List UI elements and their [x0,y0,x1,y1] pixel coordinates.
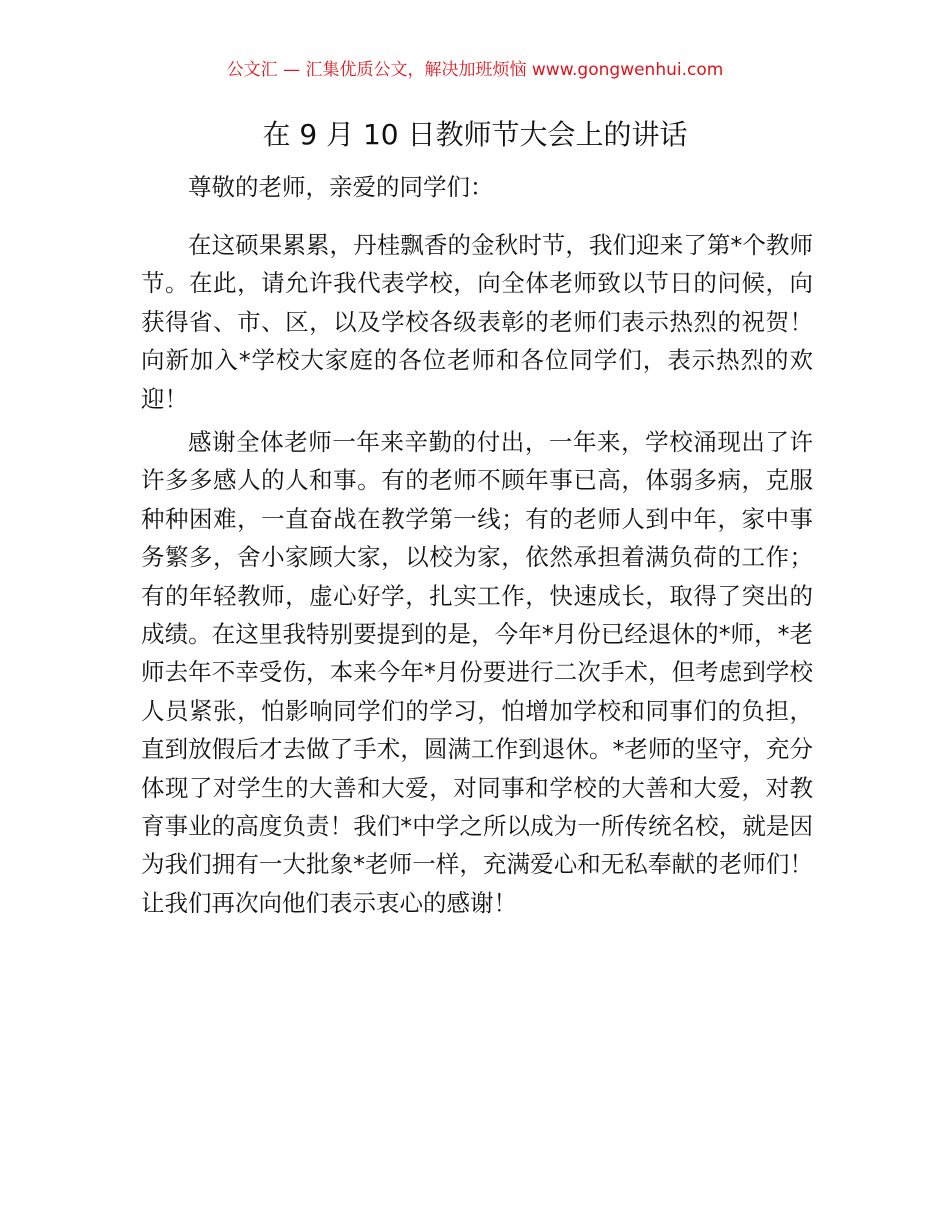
page-title: 在 9 月 10 日教师节大会上的讲话 [262,118,688,151]
paragraph: 感谢全体老师一年来辛勤的付出，一年来，学校涌现出了许许多多感人的人和事。有的老师不顾年事已高，体弱多病，克服种种困难，一直奋战在教学第一线；有的老师人到中年，家中事务繁多，舍小家顾大家，以校为家，依然承担着满负荷的工作；有的年轻教师，虚心好学，扎实工作，快速成长，取得了突出的成绩。在这里我特别要提到的是，今年*月份已经退休的*师，*老师去年不幸受伤，本来今年*月份要进行二次手术，但考虑到学校人员紧张，怕影响同学们的学习，怕增加学校和同事们的负担，直到放假后才去做了手术，圆满工作到退休。*老师的坚守，充分体现了对学生的大善和大爱，对同事和学校的大善和大爱，对教育事业的高度负责！我们*中学之所以成为一所传统名校，就是因为我们拥有一大批象*老师一样，充满爱心和无私奉献的老师们！让我们再次向他们表示衷心的感谢！ [141,428,813,917]
salutation: 尊敬的老师，亲爱的同学们： [188,173,494,201]
paragraph-block-2 [141,423,813,922]
paragraph-block-1 [141,226,813,418]
header-banner: 公文汇 — 汇集优质公文，解决加班烦恼 www.gongwenhui.com [226,60,724,80]
paragraph: 在这硕果累累，丹桂飘香的金秋时节，我们迎来了第*个教师节。在此，请允许我代表学校，向全体老师致以节日的问候，向获得省、市、区，以及学校各级表彰的老师们表示热烈的祝贺！向新加入*学校大家庭的各位老师和各位同学们，表示热烈的欢迎！ [141,231,813,413]
salutation-block [141,168,813,206]
